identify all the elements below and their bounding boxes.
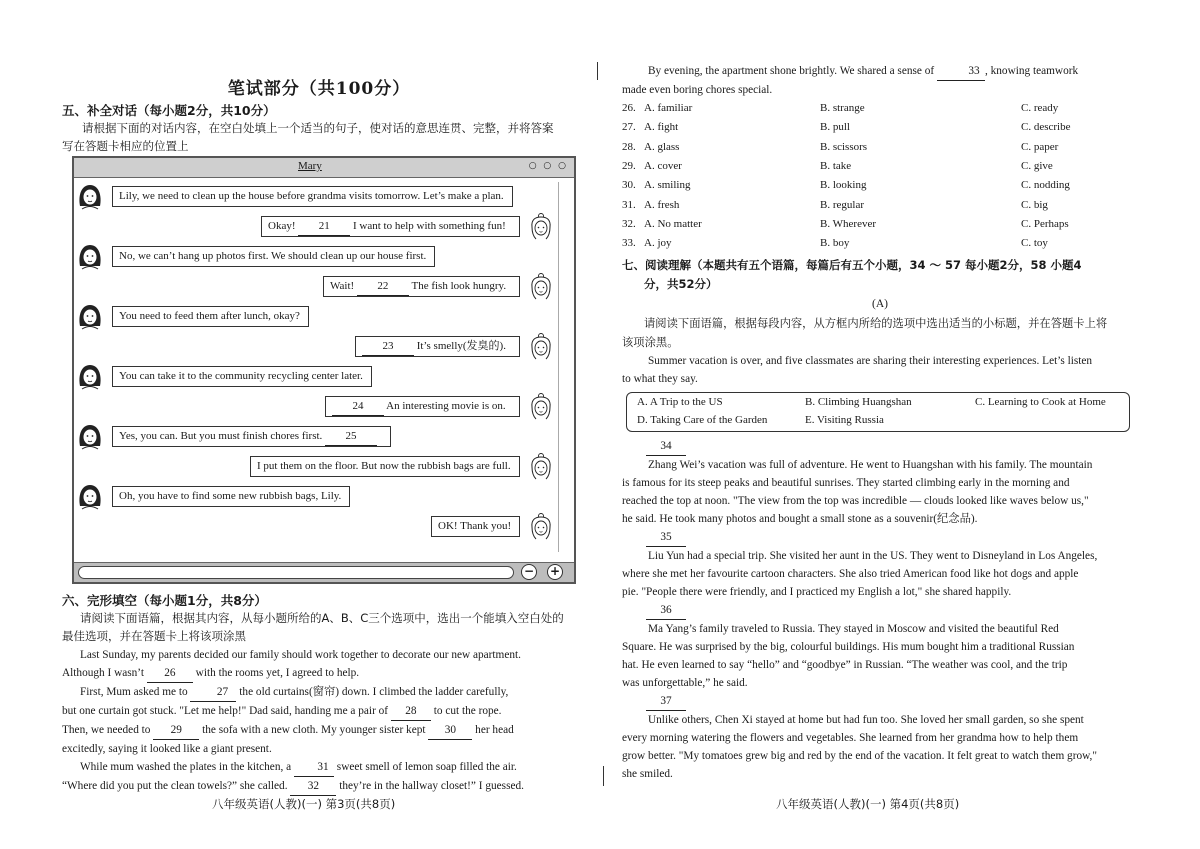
blank-23: 23: [362, 337, 414, 356]
option-number: 28.: [622, 140, 636, 153]
cloze-p1-a: Last Sunday, my parents decided our family should work together to decorate our new apartment.: [80, 649, 521, 661]
option-c: C. paper: [1021, 140, 1059, 153]
cloze-ending: [622, 62, 1138, 99]
option-c: C. ready: [1021, 102, 1059, 114]
section5-instruction-1: 请根据下面的对话内容，在空白处填上一个适当的句子，使对话的意思连贯、完整，并将答案: [82, 121, 554, 135]
mom-avatar-icon: [76, 482, 104, 510]
p35-line2: where she met her favourite cartoon characters. She also tried American food like hot dogs and apple: [622, 568, 1079, 580]
option-a: A. cover: [644, 159, 682, 172]
chat-message: [74, 454, 574, 478]
option-b: B. strange: [820, 102, 865, 114]
blank-33: 33: [937, 62, 985, 81]
p35-line1: Liu Yun had a special trip. She visited her aunt in the US. They went to Disneyland in Los Angeles,: [648, 550, 1098, 562]
p37-line4: she smiled.: [622, 768, 673, 780]
option-b: B. boy: [820, 237, 850, 250]
cloze-p3-a: While mum washed the plates in the kitchen, a: [80, 761, 292, 773]
message-text: I want to help with something fun!: [353, 220, 506, 232]
mom-avatar-icon: [76, 422, 104, 450]
blank-22: 22: [357, 277, 409, 296]
left-footer: 八年级英语(人教)(一) 第3页(共8页): [212, 797, 396, 811]
p34-line2: is famous for its steep peaks and beautiful sunrises. They started climbing early in the morning and: [622, 477, 1070, 489]
blank-28: 28: [391, 702, 431, 721]
cloze-p1-b: Although I wasn’t: [62, 667, 145, 679]
cloze-p2-f: the sofa with a new cloth. My younger sister kept: [202, 724, 426, 736]
part-a-instruction-1: 请阅读下面语篇，根据每段内容，从方框内所给的选项中选出适当的小标题，并在答题卡上将: [644, 317, 1108, 330]
option-b: B. regular: [820, 198, 864, 211]
option-number: 32.: [622, 217, 636, 230]
option-row: [622, 199, 1138, 218]
option-c: C. big: [1021, 198, 1048, 211]
option-number: 31.: [622, 198, 636, 211]
chat-message: [74, 514, 574, 538]
chat-input-bar: [74, 562, 574, 582]
chat-message: [74, 274, 574, 298]
cloze-p3-d: they’re in the hallway closet!” I guessed.: [339, 780, 524, 792]
p37-line3: grow better. "My tomatoes grew big and red by the end of the vacation. It felt great to watch them grow,": [622, 750, 1097, 762]
p36-line4: was unforgettable,” he said.: [622, 677, 748, 689]
cloze-p2-c: but one curtain got stuck. "Let me help!" Dad said, handing me a pair of: [62, 705, 389, 717]
cloze-p2-g: her head: [475, 724, 514, 736]
p35-line3: pie. "People there were friendly, and I practiced my English a lot," she shared happily.: [622, 586, 1012, 598]
blank-21: 21: [298, 217, 350, 236]
message-text: No, we can’t hang up photos first. We should clean up our house first.: [119, 250, 427, 262]
question-36: 36: [646, 601, 686, 620]
lily-message-bubble: [323, 276, 520, 297]
p36-line2: Square. He was surprised by the big, colourful buildings. His mum bought him a traditional Russian: [622, 641, 1075, 653]
part-a-instruction-2: 该项涂黑。: [622, 336, 679, 349]
lily-avatar-icon: [528, 212, 554, 240]
section6-instruction-1: 请阅读下面语篇，根据其内容，从每小题所给的A、B、C三个选项中，选出一个能填入空白处的: [80, 611, 564, 625]
blank-25: 25: [325, 427, 377, 446]
option-number: 27.: [622, 121, 636, 134]
part-a-label: (A): [872, 298, 888, 310]
lily-avatar-icon: [528, 512, 554, 540]
right-page: [622, 0, 1138, 849]
message-text: You can take it to the community recycling center later.: [119, 370, 363, 382]
box-option-d: D. Taking Care of the Garden: [637, 414, 768, 426]
p34-line4: he said. He took many photos and bought a small stone as a souvenir(纪念品).: [622, 513, 978, 525]
section7-heading-2: 分，共52分）: [644, 277, 718, 291]
mom-avatar-icon: [76, 182, 104, 210]
blank-24: 24: [332, 397, 384, 416]
cloze-end-c: made even boring chores special.: [622, 84, 773, 96]
lily-avatar-icon: [528, 452, 554, 480]
section7-heading: [622, 256, 1138, 294]
part-a-instruction: [622, 314, 1138, 352]
option-row: [622, 237, 1138, 256]
option-a: A. joy: [644, 237, 672, 250]
p37-line2: every morning watering the flowers and vegetables. She learned from her grandma how to help them: [622, 732, 1079, 744]
chat-titlebar: [74, 158, 574, 178]
message-text: Yes, you can. But you must finish chores first.: [119, 430, 323, 442]
message-text: The fish look hungry.: [411, 280, 507, 292]
chat-input-field[interactable]: [78, 566, 514, 579]
p34-line3: reached the top at noon. "The view from the top was incredible — clouds looked like waves below us,": [622, 495, 1089, 507]
mom-avatar-icon: [76, 362, 104, 390]
option-a: A. fresh: [644, 198, 680, 211]
option-c: C. Perhaps: [1021, 217, 1069, 230]
mom-message-bubble: [112, 306, 309, 327]
option-a: A. smiling: [644, 179, 691, 192]
option-a: A. fight: [644, 121, 679, 134]
reading-lead-2: to what they say.: [622, 373, 698, 385]
lily-message-bubble: [355, 336, 520, 357]
chat-message: [74, 424, 574, 448]
lily-avatar-icon: [528, 272, 554, 300]
lily-avatar-icon: [528, 332, 554, 360]
reading-passages: [622, 437, 1138, 783]
option-row: [622, 218, 1138, 237]
chat-title: Mary: [298, 160, 322, 172]
option-a: A. glass: [644, 140, 680, 153]
box-option-c: C. Learning to Cook at Home: [975, 396, 1106, 408]
message-text: It’s smelly(发臭的).: [416, 340, 506, 352]
chat-message: [74, 364, 574, 388]
right-footer: 八年级英语(人教)(一) 第4页(共8页): [776, 797, 960, 811]
cloze-end-b: , knowing teamwork: [984, 65, 1079, 77]
blank-31: 31: [294, 758, 334, 777]
reading-lead-1: Summer vacation is over, and five classmates are sharing their interesting experiences. Let’s listen: [648, 355, 1093, 367]
chat-message: [74, 184, 574, 208]
chat-message: [74, 304, 574, 328]
option-a: A. No matter: [644, 217, 702, 230]
cloze-passage: [62, 646, 576, 796]
option-row: [622, 121, 1138, 140]
mom-message-bubble: [112, 246, 435, 267]
option-number: 29.: [622, 159, 636, 172]
page-title: 笔试部分（共100分）: [227, 79, 411, 99]
section5-instruction-2: 写在答题卡相应的位置上: [62, 139, 189, 153]
option-b: B. looking: [820, 179, 867, 192]
option-a: A. familiar: [644, 102, 693, 114]
question-34: 34: [646, 437, 686, 456]
lily-message-bubble: [431, 516, 520, 537]
cloze-p2-b: the old curtains(窗帘) down. I climbed the ladder carefully,: [239, 686, 509, 698]
message-text: Okay!: [268, 220, 296, 232]
option-row: [622, 102, 1138, 121]
message-text: OK! Thank you!: [438, 520, 512, 532]
option-b: B. take: [820, 159, 852, 172]
plus-icon[interactable]: +: [547, 564, 563, 580]
chat-message: [74, 334, 574, 358]
option-c: C. give: [1021, 159, 1053, 172]
chat-message: [74, 244, 574, 268]
left-page: [62, 0, 576, 849]
mom-avatar-icon: [76, 302, 104, 330]
cloze-end-a: By evening, the apartment shone brightly. We shared a sense of: [648, 65, 935, 77]
option-row: [622, 141, 1138, 160]
cloze-p3-b: sweet smell of lemon soap filled the air.: [336, 761, 517, 773]
cloze-p1-c: with the rooms yet, I agreed to help.: [195, 667, 360, 679]
lily-message-bubble: [325, 396, 520, 417]
cloze-p2-d: to cut the rope.: [433, 705, 502, 717]
mom-message-bubble: [112, 426, 391, 447]
p36-line3: hat. He even learned to say “hello” and “goodbye” in Russian. “The weather was cool, and the trip: [622, 659, 1068, 671]
blank-27: 27: [190, 683, 236, 702]
section6-instruction-2: 最佳选项，并在答题卡上将该项涂黑: [62, 629, 246, 643]
option-number: 30.: [622, 179, 636, 192]
p34-line1: Zhang Wei’s vacation was full of adventure. He went to Huangshan with his family. The mountain: [648, 459, 1093, 471]
blank-29: 29: [153, 721, 199, 740]
message-text: Oh, you have to find some new rubbish bags, Lily.: [119, 490, 342, 502]
p36-line1: Ma Yang’s family traveled to Russia. They stayed in Moscow and visited the beautiful Red: [648, 623, 1059, 635]
message-text: I put them on the floor. But now the rubbish bags are full.: [257, 460, 511, 472]
window-buttons-icon[interactable]: ○ ○ ○: [528, 161, 568, 171]
chat-message: [74, 484, 574, 508]
mom-message-bubble: [112, 486, 350, 507]
section7-heading-1: 七、阅读理解（本题共有五个语篇，每篇后有五个小题，34 ～ 57 每小题2分，58 小题4: [622, 258, 1082, 272]
lily-message-bubble: [250, 456, 520, 477]
message-text: Wait!: [330, 280, 355, 292]
option-c: C. toy: [1021, 237, 1048, 250]
section5-heading: 五、补全对话（每小题2分，共10分）: [62, 103, 276, 118]
mom-message-bubble: [112, 186, 513, 207]
cloze-p2-h: excitedly, saying it looked like a giant present.: [62, 743, 272, 755]
heading-options-box: [626, 392, 1130, 432]
cloze-p2-a: First, Mum asked me to: [80, 686, 188, 698]
option-b: B. Wherever: [820, 217, 876, 230]
box-option-a: A. A Trip to the US: [637, 396, 723, 408]
cloze-p3-c: “Where did you put the clean towels?” she called.: [62, 780, 288, 792]
section6-heading: 六、完形填空（每小题1分，共8分）: [62, 593, 267, 608]
page-divider-bottom: [603, 766, 604, 786]
message-text: An interesting movie is on.: [386, 400, 506, 412]
reading-lead: [622, 352, 1138, 388]
mom-avatar-icon: [76, 242, 104, 270]
p37-line1: Unlike others, Chen Xi stayed at home but had fun too. She loved her small garden, so she spent: [648, 714, 1084, 726]
minus-icon[interactable]: −: [521, 564, 537, 580]
box-option-e: E. Visiting Russia: [805, 414, 884, 426]
chat-message: [74, 214, 574, 238]
chat-message: [74, 394, 574, 418]
blank-26: 26: [147, 664, 193, 683]
question-35: 35: [646, 528, 686, 547]
mom-message-bubble: [112, 366, 372, 387]
blank-32: 32: [290, 777, 336, 796]
box-option-b: B. Climbing Huangshan: [805, 396, 912, 408]
page-divider-top: [597, 62, 598, 80]
option-number: 26.: [622, 102, 636, 114]
question-37: 37: [646, 692, 686, 711]
cloze-p2-e: Then, we needed to: [62, 724, 151, 736]
message-text: You need to feed them after lunch, okay?: [119, 310, 300, 322]
option-b: B. scissors: [820, 140, 868, 153]
option-c: C. nodding: [1021, 179, 1070, 192]
message-text: Lily, we need to clean up the house before grandma visits tomorrow. Let’s make a plan.: [119, 190, 504, 202]
option-b: B. pull: [820, 121, 850, 134]
option-row: [622, 179, 1138, 198]
blank-30: 30: [428, 721, 472, 740]
option-number: 33.: [622, 237, 636, 250]
lily-avatar-icon: [528, 392, 554, 420]
chat-window: [72, 156, 576, 584]
option-row: [622, 160, 1138, 179]
option-c: C. describe: [1021, 121, 1071, 134]
lily-message-bubble: [261, 216, 520, 237]
